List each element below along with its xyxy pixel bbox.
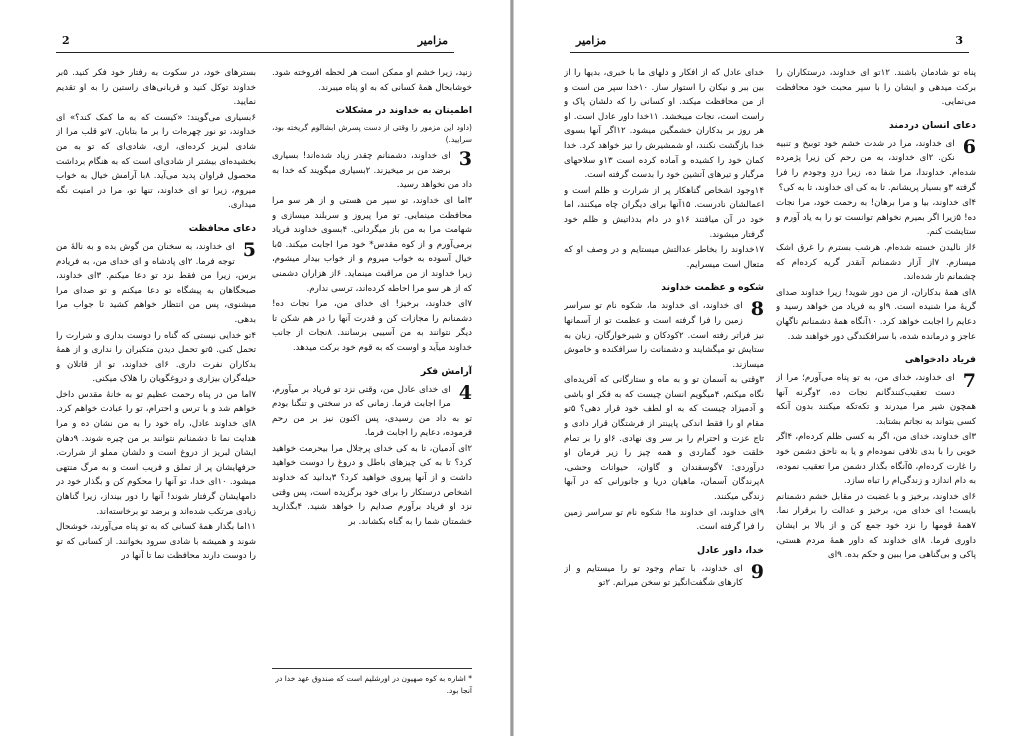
- left-page-outer-column: [56, 66, 256, 706]
- psalm-number: 9: [750, 560, 764, 583]
- verse-text: ای خداوند، خدای من، به تو پناه می‌آورم؛ مرا از دست تعقیب‌کنندگانم نجات ده، ۲وگرنه آنها همچون شیر مرا میدرند و تکه‌تکه میکنند بدون آنکه کسی بتواند به نجاتم بشتابد.: [776, 373, 976, 427]
- verse-text: ۹ای خداوند، ای خداوند ما! شکوه نام تو سراسر زمین را فرا گرفته است.: [564, 507, 764, 533]
- right-page: [513, 0, 1025, 736]
- left-page: [0, 0, 511, 736]
- verse-text: ۳وقتی به آسمان تو و به ماه و ستارگانی که آفریده‌ای نگاه میکنم، ۴میگویم انسان چیست که به فکر او باشی و آدمیزاد چیست که به او لطف خود قرار دهی؟ ۵تو مقام او را فقط اندکی پایینتر از فرشتگان قرار دادی و تاج عزت و احترام را بر سر وی نهادی. ۶او را بر تمام خلقت خود گماردی و همه چیز را زیر فرمان او درآوردی: ۷گوسفندان و گاوان، حیوانات وحشی، ۸پرندگان آسمان، ماهیان دریا و جانورانی که در آبها زندگی میکنند.: [564, 375, 764, 503]
- verse-paragraph: [776, 371, 976, 429]
- verse-paragraph: [564, 373, 764, 504]
- verse-paragraph: [776, 490, 976, 563]
- footnote: * اشاره به کوه صهیون در اورشلیم است که صندوق عهد خدا در آنجا بود.: [272, 668, 472, 697]
- right-page-inner-column: [564, 66, 764, 706]
- verse-paragraph: [56, 111, 256, 213]
- verse-paragraph: [776, 196, 976, 240]
- section-heading: دعای محافظت: [188, 222, 256, 234]
- section-heading: اطمینان به خداوند در مشکلات: [335, 105, 472, 117]
- section-heading: شکوه و عظمت خداوند: [661, 282, 764, 294]
- psalm-number: 5: [242, 238, 256, 261]
- verse-text: ای خداوند، مرا در شدت خشم خود توبیخ و تنبیه نکن. ۲ای خداوند، به من رحم کن زیرا پژمرده شده‌ام. خداوندا، مرا شفا ده، زیرا دردِ وجودم را فرا گرفته ۳و بسیار پریشانم. تا به کی ای خداوند، تا به کی؟: [776, 138, 976, 193]
- verse-text: ۸ای همهٔ بدکاران، از من دور شوید! زیرا خداوند صدای گریهٔ مرا شنیده است. ۹او به فریاد من خواهد رسید و دعایم را اجابت خواهد کرد. ۱۰آنگاه همهٔ دشمنانم ناگهان عاجز و درمانده شده، با سرافکندگی دور خواهند شد.: [776, 287, 976, 342]
- psalm-superscription: (داود این مزمور را وقتی از دست پسرش ابشالوم گریخته بود، سرایید.): [272, 123, 472, 145]
- verse-paragraph: [56, 520, 256, 564]
- verse-paragraph: [776, 241, 976, 285]
- section-heading: خدا، داور عادل: [696, 544, 764, 556]
- verse-text: ۱۴وجود اشخاص گناهکار پر از شرارت و ظلم است و اعمالشان نادرست. ۱۵آنها برای دیگران چاه میکنند، اما خود در آن میافتند ۱۶و در دام بدذاتیش و ظلم خود گرفتار میشوند.: [564, 185, 764, 240]
- psalm-number: 6: [962, 135, 976, 158]
- verse-text: ۲ای آدمیان، تا به کی خدای پرجلال مرا بیحرمت خواهید کرد؟ تا به کی چیزهای باطل و دروغ را دوست خواهید داشت و از آنها پیروی خواهید کرد؟ ۳بدانید که خداوند اشخاص درستکار را برای خود برگزیده است، پس وقتی نزد او فریاد برآورم صدایم را خواهد شنید. ۴بگذارید خشمتان شما را به گناه بکشاند. بر: [272, 443, 472, 527]
- verse-paragraph: [776, 286, 976, 344]
- verse-paragraph: [272, 194, 472, 296]
- verse-text: ۶از نالیدن خسته شده‌ام. هرشب بسترم را غرق اشک میسازم. ۷از آزار دشمنانم آنقدر گریه کرده‌ام که چشمانم تار شده‌اند.: [776, 242, 976, 283]
- verse-paragraph: [56, 66, 256, 110]
- section-heading: آرامش فکر: [420, 365, 472, 377]
- page-number: 3: [955, 34, 963, 47]
- verse-text: ۱۷خداوند را بخاطر عدالتش میستایم و در وصف او که متعال است میسرایم.: [564, 245, 764, 270]
- section-heading: فریاد دادخواهی: [904, 354, 976, 366]
- verse-paragraph: [564, 243, 764, 272]
- section-heading: دعای انسان دردمند: [889, 119, 976, 131]
- right-page-header: [570, 34, 969, 53]
- psalm-number: 8: [750, 298, 764, 321]
- verse-text: ۷ای خداوند، برخیز! ای خدای من، مرا نجات ده! دشمنانم را مجازات کن و قدرت آنها را در هم شکن تا دیگر نتوانند به من آسیبی برسانند. ۸نجات از جانب خداوند میآید و اوست که به قوم خود برکت میدهد.: [272, 299, 472, 353]
- verse-paragraph: [776, 430, 976, 488]
- verse-text: ۶بسیاری می‌گویند: «کیست که به ما کمک کند؟» ای خداوند، تو نور چهره‌ات را بر ما بتابان. ۷تو قلب مرا از شادی لبریز کرده‌ای، اری، شادی‌ای که تو به من بخشیده‌ای بیشتر از شادی‌ای است که به هنگام برداشت محصول فراوان پدید می‌آید. ۸با آرامش خیال به خواب میروم، زیرا تو ای خداوند، تنها تو، مرا در امنیت نگه میداری.: [56, 112, 256, 211]
- verse-paragraph: [56, 388, 256, 519]
- verse-paragraph: [56, 329, 256, 387]
- verse-text: ۷اما من در پناه رحمت عظیم تو به خانهٔ مقدس داخل خواهم شد و با ترس و احترام، تو را عبادت خواهم کرد. ۸ای خداوند عادل، راه خود را به من نشان ده و مرا هدایت نما تا دشمنانم نتوانند بر من چیره شوند. ۹دهان ایشان لبریز از دروغ است و دلشان مملو از شرارت. حرفهایشان پر از تملق و فریب است و به مرگ منتهی میشود. ۱۰ای خدا، تو آنها را محکوم کن و بگذار خود در دامهایشان گرفتار شوند! آنها را دور بینداز، زیرا گناهان زیادی مرتکب شده‌اند و برضد تو برخاسته‌اند.: [56, 389, 256, 517]
- verse-paragraph: [776, 66, 976, 110]
- verse-text: ای خداوند، دشمنانم چقدر زیاد شده‌اند! بسیاری برضد من بر میخیزند. ۲بسیاری میگویند که خدا به داد من نخواهد رسید.: [272, 151, 472, 191]
- psalm-number: 4: [458, 381, 472, 404]
- verse-paragraph: [272, 66, 472, 95]
- psalm-number: 3: [458, 148, 472, 171]
- verse-paragraph: [56, 240, 256, 328]
- verse-text: بسترهای خود، در سکوت به رفتار خود فکر کنید. ۵بر خداوند توکل کنید و قربانی‌های راستین را به او تقدیم نمایید.: [56, 68, 256, 108]
- verse-text: خدای عادل که از افکار و دلهای ما با خبری، بدیها را از بین ببر و نیکان را استوار ساز. ۱۰خدا سپر من است و از من محافظت میکند. او کسانی را که دلشان پاک و راست است، نجات میبخشد. ۱۱خدا داور عادل است. او هر روز بر بدکاران خشمگین میشود. ۱۲اگر آنها بسوی خدا بازگشت نکنند، او شمشیرش را تیز خواهد کرد. خدا کمان خود را کشیده و آماده کرده است ۱۳و سلاحهای مرگبار و تیرهای آتشین خود را بدست گرفته است.: [564, 68, 764, 181]
- verse-paragraph: [564, 66, 764, 183]
- page-number: 2: [62, 34, 70, 47]
- verse-paragraph: [564, 506, 764, 535]
- verse-text: ۴تو خدایی نیستی که گناه را دوست بداری و شرارت را تحمل کنی. ۵تو تحمل دیدن متکبران را نداری و از همهٔ بدکاران نفرت داری. ۶ای خداوند، تو از قاتلان و حیله‌گران بیزاری و دروغگویان را هلاک میکنی.: [56, 330, 256, 385]
- verse-paragraph: [272, 442, 472, 530]
- verse-text: ۴ای خداوند، بیا و مرا برهان! به رحمت خود، مرا نجات ده! ۵زیرا اگر بمیرم نخواهم توانست تو را به یاد آورم و ستایشت کنم.: [776, 198, 976, 238]
- verse-paragraph: [272, 297, 472, 355]
- verse-text: ای خداوند، به سخنان من گوش بده و به نالهٔ من توجه فرما. ۲ای پادشاه و ای خدای من، به فریادم برس، زیرا من فقط نزد تو دعا میکنم. ۳ای خداوند، صبحگاهان به پیشگاه تو دعا میکنم و تو صدای مرا میشنوی، پس من انتظار خواهم کشید تا جواب مرا بدهی.: [56, 241, 256, 325]
- left-page-header: [56, 34, 454, 53]
- verse-paragraph: [272, 149, 472, 193]
- verse-paragraph: [272, 383, 472, 441]
- verse-paragraph: [564, 184, 764, 242]
- verse-text: ۳اما ای خداوند، تو سپر من هستی و از هر سو مرا محافظت مینمایی. تو مرا پیروز و سربلند میسازی و شهامت مرا به من باز میگردانی. ۴بسوی خداوند فریاد برمی‌آورم و از کوه مقدس* خود مرا اجابت میکند. ۵با خیال آسوده به خواب میروم و از خواب بیدار میشوم، زیرا خداوند از من مراقبت مینماید. ۶از هزاران دشمنی که از هر سو مرا احاطه کرده‌اند، ترسی ندارم.: [272, 195, 472, 294]
- verse-text: ای خدای عادل من، وقتی نزد تو فریاد بر میآورم، مرا اجابت فرما. زمانی که در سختی و تنگنا بودم تو به داد من رسیدی، پس اکنون نیز بر من رحم فرموده، دعایم را اجابت فرما.: [272, 384, 472, 439]
- verse-paragraph: [776, 137, 976, 195]
- verse-paragraph: [564, 562, 764, 591]
- running-title: مزامیر: [576, 34, 607, 47]
- running-title: مزامیر: [417, 34, 448, 47]
- psalm-number: 7: [962, 370, 976, 393]
- verse-text: ۳ای خداوند، خدای من، اگر به کسی ظلم کرده‌ام، ۴اگر خوبی را با بدی تلافی نموده‌ام و یا به ناحق دشمن خود را غارت کرده‌ام، ۵آنگاه بگذار دشمن مرا تعقیب نموده، به دام اندازد و زندگی‌ام را تباه سازد.: [776, 432, 976, 487]
- right-page-outer-column: [776, 66, 976, 706]
- verse-text: زنید، زیرا خشم او ممکن است هر لحظه افروخته شود. خوشابحال همهٔ کسانی که به او پناه میبرند.: [272, 68, 472, 93]
- verse-text: ای خداوند، ای خداوند ما، شکوه نام تو سراسر زمین را فرا گرفته است و عظمت تو از آسمانها نیز فراتر رفته است. ۲کودکان و شیرخوارگان، زبان به ستایش تو میگشایند و دشمنانت را سرافکنده و خاموش میسازند.: [564, 301, 764, 370]
- verse-text: ای خداوند، با تمام وجود تو را میستایم و از کارهای شگفت‌انگیز تو سخن میرانم. ۲تو: [564, 563, 743, 589]
- left-page-inner-column: [272, 66, 472, 706]
- verse-text: ۶ای خداوند، برخیز و با غضبت در مقابل خشم دشمنانم بایست! ای خدای من، برخیز و عدالت را برقرار نما. ۷همهٔ قومها را نزد خود جمع کن و از بالا بر ایشان داوری فرما. ۸ای خداوند که داور همهٔ مردم هستی، پاکی و بی‌گناهی مرا ببین و حکم بده. ۹ای: [776, 491, 976, 561]
- verse-paragraph: [564, 299, 764, 372]
- verse-text: پناه تو شادمان باشند. ۱۲تو ای خداوند، درستکاران را برکت میدهی و ایشان را با سپر محبت خود محافظت می‌نمایی.: [776, 68, 976, 108]
- verse-text: ۱۱اما بگذار همهٔ کسانی که به تو پناه می‌آورند، خوشحال شوند و همیشه با شادی سرود بخوانند. از کسانی که تو را دوست دارند محافظت نما تا آنها در: [56, 522, 256, 562]
